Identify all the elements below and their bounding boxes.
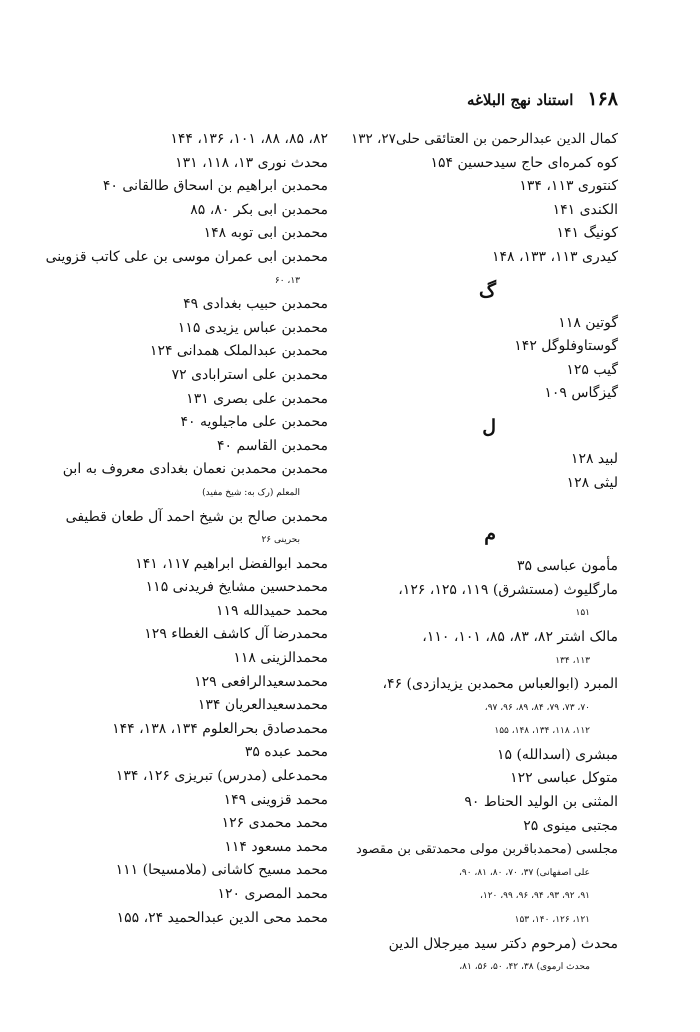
index-entry: محمدبن علی ماجیلویه ۴۰	[180, 414, 328, 431]
index-entry: محمدبن محمدبن نعمان بغدادی معروف به ابن	[62, 461, 328, 478]
index-entry: محمد ابوالفضل ابراهیم ۱۱۷، ۱۴۱	[135, 555, 328, 572]
index-entry: مجتبی مینوی ۲۵	[523, 817, 618, 834]
running-title: استناد نهج البلاغه	[467, 91, 574, 109]
index-column-left	[38, 128, 328, 930]
index-entry: مبشری (اسدالله) ۱۵	[496, 746, 618, 763]
index-entry: متوکل عباسی ۱۲۲	[510, 770, 618, 787]
page-header	[40, 88, 618, 114]
index-entry: محمدحسین مشایخ فریدنی ۱۱۵	[145, 579, 328, 596]
index-entry-continuation: ۱۱۳، ۱۳۴	[555, 655, 590, 666]
index-entry: محدث نوری ۱۳، ۱۱۸، ۱۳۱	[175, 154, 328, 171]
index-entry-continuation: ۱۱۲، ۱۱۸، ۱۳۴، ۱۴۸، ۱۵۵	[494, 726, 590, 737]
index-entry: محمدبن علی بصری ۱۳۱	[186, 390, 328, 407]
index-entry: کوه کمره‌ای حاج سیدحسین ۱۵۴	[430, 154, 618, 171]
index-column-right	[348, 128, 618, 980]
index-entry: محمدبن علی استرابادی ۷۲	[171, 366, 328, 383]
index-entry: مالک اشتر ۸۲، ۸۳، ۸۵، ۱۰۱، ۱۱۰،	[422, 628, 618, 645]
index-entry: محمدسعیدالعریان ۱۳۴	[197, 697, 328, 714]
index-entry-continuation: ۷۰، ۷۳، ۷۹، ۸۴، ۸۹، ۹۶، ۹۷،	[484, 702, 590, 713]
index-entry: محمدسعیدالرافعی ۱۲۹	[194, 673, 328, 690]
index-entry: محمدبن عباس یزیدی ۱۱۵	[177, 319, 328, 336]
index-entry: المبرد (ابوالعباس محمدبن یزیدازدی) ۴۶،	[382, 676, 618, 693]
index-entry: مأمون عباسی ۳۵	[517, 558, 618, 575]
index-entry: گیب ۱۲۵	[566, 361, 618, 378]
index-entry: محمدبن ابی توبه ۱۴۸	[203, 225, 328, 242]
index-entry: محمد محی الدین عبدالحمید ۲۴، ۱۵۵	[116, 909, 328, 926]
index-entry-continuation: محدث ارموی) ۳۸، ۴۲، ۵۰، ۵۶، ۸۱،	[459, 962, 590, 973]
index-entry: گوتین ۱۱۸	[558, 314, 618, 331]
index-entry: محمدرضا آل کاشف الغطاء ۱۲۹	[144, 626, 328, 643]
index-entry-continuation: ۱۵۱	[575, 608, 590, 619]
index-entry: محدث (مرحوم دکتر سید میرجلال الدین	[388, 935, 618, 952]
index-entry: گیزگاس ۱۰۹	[544, 385, 618, 402]
index-entry-continuation: علی اصفهانی) ۳۷، ۷۰، ۸۰، ۸۱، ۹۰،	[458, 867, 590, 878]
index-entry: محمد عبده ۳۵	[244, 744, 328, 761]
index-entry: کمال الدین عبدالرحمن بن العتائقی حلی۲۷، ۱۳۲	[351, 131, 618, 147]
index-entry: محمدبن عبدالملک همدانی ۱۲۴	[149, 343, 328, 360]
index-entry-continuation: ۱۲۱، ۱۲۶، ۱۴۰، ۱۵۳	[514, 915, 590, 926]
index-entry: لبید ۱۲۸	[570, 450, 618, 467]
page-number: ۱۶۸	[587, 88, 618, 110]
index-entry: مارگلیوث (مستشرق) ۱۱۹، ۱۲۵، ۱۲۶،	[398, 581, 618, 598]
index-entry-continuation: ۹۱، ۹۲، ۹۳، ۹۴، ۹۶، ۹۹، ۱۲۰،	[479, 891, 590, 902]
index-entry: ۸۲، ۸۵، ۸۸، ۱۰۱، ۱۳۶، ۱۴۴	[170, 131, 328, 147]
index-entry: محمدالزینی ۱۱۸	[233, 650, 328, 667]
index-entry: گوستاوفلوگل ۱۴۲	[514, 338, 618, 355]
section-letter-heading: م	[484, 523, 496, 546]
section-spacer	[348, 495, 618, 513]
index-entry: کیدری ۱۱۳، ۱۳۳، ۱۴۸	[491, 248, 618, 265]
index-entry: المثنی بن الولید الحناط ۹۰	[464, 794, 618, 811]
index-entry: محمد محمدی ۱۲۶	[221, 815, 328, 832]
index-entry: محمد حمیدالله ۱۱۹	[215, 602, 328, 619]
index-entry: محمد المصری ۱۲۰	[217, 886, 328, 902]
index-entry: محمد مسیح کاشانی (ملامسیحا) ۱۱۱	[115, 862, 328, 879]
index-entry: محمدعلی (مدرس) تبریزی ۱۲۶، ۱۳۴	[115, 768, 328, 785]
index-entry: کونیگ ۱۴۱	[556, 225, 618, 242]
index-entry: کنتوری ۱۱۳، ۱۳۴	[519, 178, 618, 195]
index-entry: محمدبن القاسم ۴۰	[216, 437, 328, 454]
index-entry: محمدبن ابی عمران موسی بن علی کاتب قزوینی	[45, 248, 328, 265]
index-entry: الکندی ۱۴۱	[552, 201, 618, 218]
index-entry: محمد قزوینی ۱۴۹	[223, 791, 328, 808]
index-entry: محمدبن صالح بن شیخ احمد آل طعان قطیفی	[65, 508, 328, 525]
index-entry-continuation: المعلم (رک به: شیخ مفید)	[202, 487, 300, 498]
index-entry: محمدصادق بحرالعلوم ۱۳۴، ۱۳۸، ۱۴۴	[112, 720, 328, 737]
index-entry: محمدبن ابی بکر ۸۰، ۸۵	[190, 201, 328, 218]
index-entry: لیثی ۱۲۸	[566, 474, 618, 491]
index-entry-continuation: ۱۳، ۶۰	[274, 275, 300, 286]
section-letter-heading: ل	[482, 415, 496, 438]
index-entry-continuation: بحرینی ۲۶	[261, 535, 300, 546]
index-entry: محمد مسعود ۱۱۴	[224, 838, 328, 855]
section-letter-heading: گ	[478, 279, 496, 302]
index-entry: محمدبن ابراهیم بن اسحاق طالقانی ۴۰	[102, 178, 328, 195]
index-entry: مجلسی (محمدباقربن مولی محمدتقی بن مقصود	[355, 842, 618, 858]
index-entry: محمدبن حبیب بغدادی ۴۹	[183, 296, 328, 313]
